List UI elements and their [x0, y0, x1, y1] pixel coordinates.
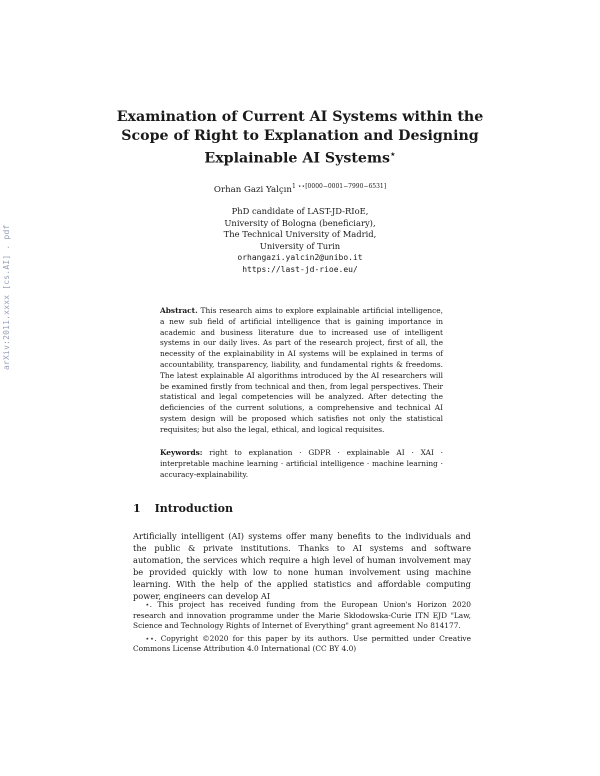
footnote-copyright: ⋆⋆. Copyright ©2020 for this paper by its authors. Use permitted under Creative Commons License Attribution 4.0 International (CC BY 4.0): [133, 633, 471, 654]
title-line-3-text: Explainable AI Systems: [204, 150, 390, 167]
footnotes: [133, 600, 471, 657]
keywords-label: Keywords:: [160, 448, 203, 457]
abstract-text: This research aims to explore explainable artificial intelligence, a new sub field of artificial intelligence that is gaining importance in academic and business literature due to increased use of intelligent systems in our daily lives. As part of the research project, first of all, the necessity of the explainability in AI systems will be explained in terms of accountability, transparency, liability, and fundamental rights & freedoms. The latest explainable AI algorithms introduced by the AI researchers will be examined firstly from technical and then, from legal perspectives. Their statistical and legal competencies will be analyzed. After detecting the deficiencies of the current solutions, a comprehensive and technical AI system design will be proposed which satisfies not only the statistical requisites; but also the legal, ethical, and logical requisites.: [160, 306, 443, 434]
section-number: 1: [133, 502, 141, 515]
author-marks: 1 ⋆⋆[0000−0001−7990−6531]: [291, 183, 387, 190]
title-footnote-mark: ⋆: [389, 150, 396, 160]
arxiv-side-stamp: arXiv:2011.xxxx [cs.AI] . pdf: [2, 224, 11, 370]
title-line-1: Examination of Current AI Systems within the: [116, 109, 484, 125]
affiliation-line-2: University of Bologna (beneficiary),: [224, 217, 376, 228]
keywords-text: right to explanation · GDPR · explainable AI · XAI · interpretable machine learning · artificial intelligence · machine learning · accuracy-explainability.: [160, 448, 443, 479]
intro-paragraph: Artificially intelligent (AI) systems offer many benefits to the individuals and the public & private institutions. Thanks to AI systems and software automation, the services which require a high level of human involvement may be provided quickly with low to none human involvement using machine learning. With the help of the applied statistics and affordable computing power, engineers can develop AI: [133, 531, 471, 601]
abstract-label: Abstract.: [160, 306, 198, 315]
section-heading: [133, 502, 233, 515]
title-line-3: [100, 146, 500, 169]
author-line: [100, 183, 500, 195]
section-title: Introduction: [154, 502, 233, 515]
keywords: [160, 448, 443, 480]
author-email[interactable]: orhangazi.yalcin2@unibo.it: [237, 253, 363, 262]
project-url[interactable]: https://last-jd-rioe.eu/: [242, 264, 358, 274]
affiliation-line-1: PhD candidate of LAST-JD-RIoE,: [231, 206, 369, 216]
title-line-2: Scope of Right to Explanation and Designing: [121, 128, 479, 144]
paper-title: [100, 108, 500, 169]
author-name: Orhan Gazi Yalçın: [213, 184, 292, 195]
abstract: [160, 306, 443, 436]
affiliation-line-3: The Technical University of Madrid,: [223, 229, 377, 239]
footnote-funding: ⋆. This project has received funding from the European Union's Horizon 2020 research and innovation programme under the Marie Skłodowska-Curie ITN EJD "Law, Science and Technology Rights of Internet of Everything" grant agreement No 814177.: [133, 600, 471, 631]
affiliation-line-4: University of Turin: [259, 240, 341, 251]
affiliation-block: [150, 206, 450, 275]
